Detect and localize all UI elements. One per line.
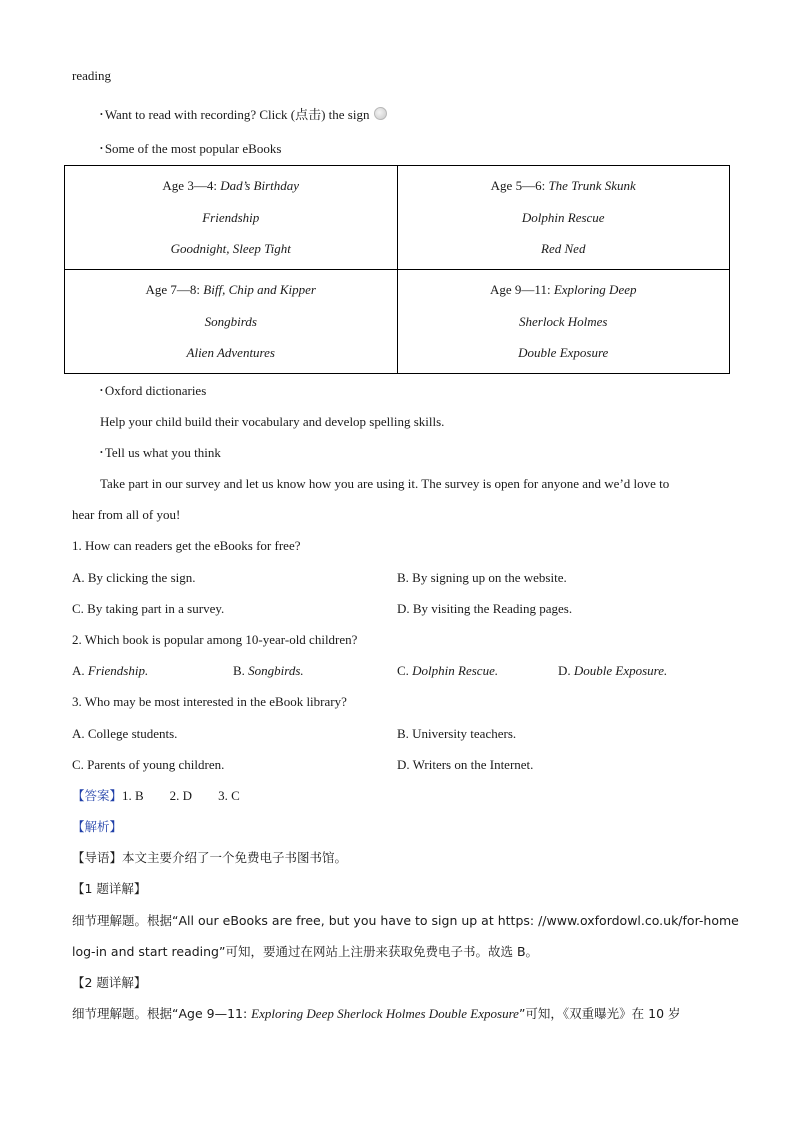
book-title: Sherlock Holmes: [519, 313, 608, 329]
q2-detail-label: 【2 题详解】: [72, 975, 147, 990]
option-letter: D.: [558, 663, 574, 678]
book-title: The Trunk Skunk: [548, 178, 636, 193]
q2-detail-text: [72, 1006, 681, 1022]
recording-line: [100, 107, 387, 123]
option-letter: C.: [397, 663, 413, 678]
book-title: Red Ned: [541, 241, 586, 256]
q2-detail-italic: Exploring Deep Sherlock Holmes Double Exposure: [251, 1006, 519, 1021]
question-3-option-b: B. University teachers.: [397, 726, 517, 741]
book-title: Alien Adventures: [186, 345, 275, 360]
question-3-stem: 3. Who may be most interested in the eBook library?: [72, 694, 347, 709]
reading-tail: reading: [72, 68, 111, 83]
table-cell-age-5-6: [397, 166, 730, 270]
table-cell-age-3-4: [65, 166, 398, 270]
option-letter: A.: [72, 663, 88, 678]
option-text: Songbirds.: [248, 663, 304, 678]
q2-detail-post: ”可知，《双重曝光》在 10 岁: [518, 1006, 681, 1021]
book-title: Dolphin Rescue: [521, 209, 605, 225]
q2-detail-pre: 细节理解题。根据“Age 9—11:: [72, 1006, 252, 1021]
question-1-option-d: D. By visiting the Reading pages.: [397, 601, 573, 616]
question-2-stem: 2. Which book is popular among 10-year-old children?: [72, 632, 358, 647]
popular-heading: [100, 141, 281, 157]
q1-detail-label: 【1 题详解】: [72, 881, 147, 896]
ebooks-table: [64, 165, 730, 374]
age-label: Age 3—4:: [162, 178, 221, 193]
book-title: Dad’s Birthday: [220, 178, 300, 193]
guide-line: [72, 850, 347, 866]
survey-heading: [100, 445, 221, 461]
question-1-option-c: C. By taking part in a survey.: [72, 601, 225, 616]
question-3-option-c: C. Parents of young children.: [72, 757, 225, 772]
table-cell-age-9-11: [397, 270, 730, 374]
popular-heading-text: Some of the most popular eBooks: [104, 141, 282, 156]
analysis-label: 【解析】: [72, 819, 123, 834]
survey-heading-text: Tell us what you think: [104, 445, 221, 460]
dictionaries-heading: [100, 383, 206, 399]
option-text: Dolphin Rescue.: [412, 663, 499, 678]
question-2-option-b: [233, 663, 304, 679]
question-1-stem: 1. How can readers get the eBooks for free?: [72, 538, 301, 553]
age-label: Age 9—11:: [490, 282, 554, 297]
audio-sign-icon[interactable]: [374, 107, 387, 120]
table-row: [65, 270, 730, 374]
question-1-option-b: B. By signing up on the website.: [397, 570, 567, 585]
option-letter: B.: [233, 663, 249, 678]
answer-text: 1. B 2. D 3. C: [122, 788, 240, 803]
answer-label: 【答案】: [72, 788, 123, 803]
recording-text: Want to read with recording? Click (点击) the sign: [104, 107, 370, 122]
q1-detail-text-line2: log-in and start reading”可知，要通过在网站上注册来获取免费电子书。故选 B。: [72, 944, 539, 959]
survey-body-line2: hear from all of you!: [72, 507, 181, 522]
question-3-option-a: A. College students.: [72, 726, 178, 741]
book-title: Songbirds: [204, 313, 257, 329]
dictionaries-body: Help your child build their vocabulary and develop spelling skills.: [100, 414, 445, 429]
survey-body-line1: Take part in our survey and let us know how you are using it. The survey is open for anyone and we’d love to: [100, 476, 670, 491]
guide-label: 【导语】: [72, 850, 123, 865]
question-1-option-a: A. By clicking the sign.: [72, 570, 196, 585]
book-title: Double Exposure: [518, 345, 609, 360]
book-title: Biff, Chip and Kipper: [203, 282, 316, 297]
age-label: Age 5—6:: [490, 178, 549, 193]
book-title: Friendship: [202, 209, 260, 225]
book-title: Goodnight, Sleep Tight: [170, 241, 291, 256]
question-2-option-a: [72, 663, 148, 679]
answer-line: [72, 788, 240, 804]
question-2-option-c: [397, 663, 498, 679]
book-title: Exploring Deep: [553, 282, 637, 297]
question-3-option-d: D. Writers on the Internet.: [397, 757, 534, 772]
table-row: [65, 166, 730, 270]
guide-text: 本文主要介绍了一个免费电子书图书馆。: [122, 850, 348, 865]
table-cell-age-7-8: [65, 270, 398, 374]
question-2-option-d: [558, 663, 667, 679]
dictionaries-heading-text: Oxford dictionaries: [104, 383, 207, 398]
q1-detail-text-line1: 细节理解题。根据“All our eBooks are free, but you have to sign up at https: //www.oxfordowl.co.uk/for-home: [72, 913, 739, 928]
option-text: Friendship.: [87, 663, 149, 678]
option-text: Double Exposure.: [573, 663, 668, 678]
age-label: Age 7—8:: [145, 282, 204, 297]
